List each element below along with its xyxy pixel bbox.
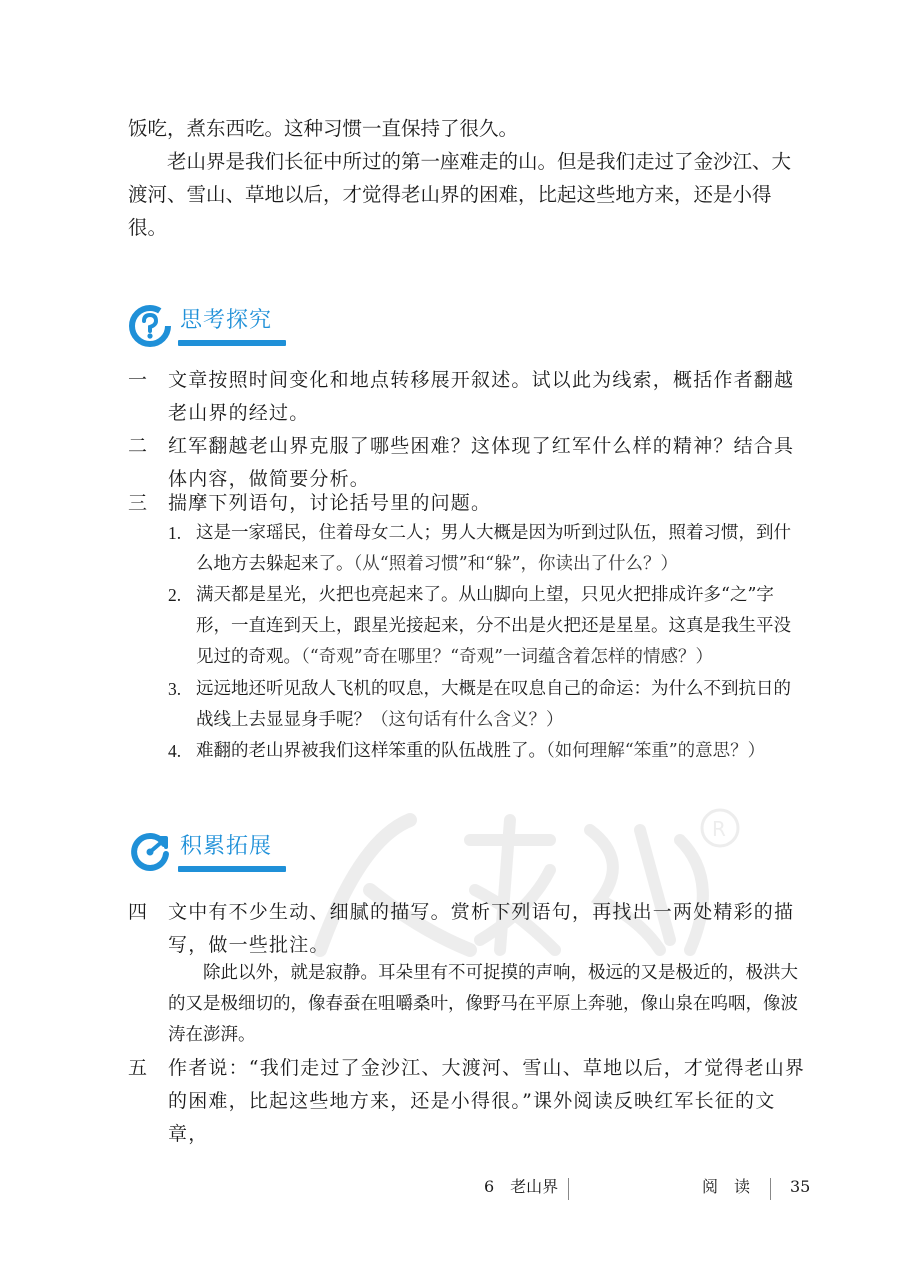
sub-item: [168, 580, 808, 673]
question-text: 揣摩下列语句，讨论括号里的问题。: [168, 492, 492, 514]
sub-item-hint: （“奇观”奇在哪里？“奇观”一词蕴含着怎样的情感？）: [301, 647, 714, 667]
footer-unit-label: 阅 读: [702, 1177, 751, 1196]
sub-item-text: 满天都是星光，火把也亮起来了。从山脚向上望，只见火把排成许多“之”字形，一直连到天上，跟星光接起来，分不出是火把还是星星。这真是我生平没见过的奇观。: [196, 585, 791, 667]
sub-item: [168, 736, 808, 767]
question-number: 一: [128, 369, 148, 391]
sub-item: [168, 674, 808, 736]
question-item: [128, 487, 810, 520]
footer-divider: [568, 1178, 569, 1200]
paragraph-laoshanjie: 老山界是我们长征中所过的第一座难走的山。但是我们走过了金沙江、大渡河、雪山、草地以后，才觉得老山界的困难，比起这些地方来，还是小得很。: [128, 150, 792, 239]
sub-item-hint: （如何理解“笨重”的意思？）: [546, 741, 766, 761]
question-item: [128, 364, 810, 430]
quoted-passage: 除此以外，就是寂静。耳朵里有不可捉摸的声响，极远的又是极近的，极洪大的又是极细切的，像春蚕在咀嚼桑叶，像野马在平原上奔驰，像山泉在呜咽，像波涛在澎湃。: [168, 963, 798, 1045]
section-title: 思考探究: [180, 308, 273, 333]
question-icon: [128, 304, 172, 348]
sub-item-hint: （从“照着习惯”和“躲”，你读出了什么？）: [353, 554, 679, 574]
sub-item-hint: （这句话有什么含义？）: [371, 710, 564, 730]
sub-item-number: 3.: [168, 679, 182, 699]
question-number: 三: [128, 492, 148, 514]
question-text: 作者说：“我们走过了金沙江、大渡河、雪山、草地以后，才觉得老山界的困难，比起这些地方来，还是小得很。”课外阅读反映红军长征的文章，: [168, 1057, 806, 1145]
paragraph-continued: 饭吃，煮东西吃。这种习惯一直保持了很久。: [128, 117, 519, 140]
question-text: 文章按照时间变化和地点转移展开叙述。试以此为线索，概括作者翻越老山界的经过。: [168, 369, 795, 424]
sub-item: [168, 518, 808, 580]
footer-divider: [770, 1178, 771, 1200]
sub-item-number: 1.: [168, 523, 182, 543]
sub-item-text: 难翻的老山界被我们这样笨重的队伍战胜了。: [196, 741, 546, 761]
sub-item-number: 4.: [168, 741, 182, 761]
question-number: 五: [128, 1057, 148, 1079]
question-text: 红军翻越老山界克服了哪些困难？这体现了红军什么样的精神？结合具体内容，做简要分析。: [168, 435, 795, 490]
question-text: 文中有不少生动、细腻的描写。赏析下列语句，再找出一两处精彩的描写，做一些批注。: [168, 901, 795, 956]
svg-text:R: R: [712, 817, 726, 841]
arrow-refresh-icon: [128, 830, 172, 874]
question-number: 二: [128, 435, 148, 457]
question-item: [128, 896, 810, 962]
sub-item-text: 远远地还听见敌人飞机的叹息，大概是在叹息自己的命运：为什么不到抗日的战线上去显显身手呢？: [196, 679, 791, 730]
page-number: 35: [790, 1177, 811, 1196]
section-header-thinking: [128, 304, 328, 354]
section-header-accumulation: [128, 830, 328, 880]
footer-lesson-title: 6 老山界: [484, 1177, 559, 1196]
title-underline: [178, 340, 286, 346]
title-underline: [178, 866, 286, 872]
question-item: [128, 1052, 810, 1151]
sub-item-text: 这是一家瑶民，住着母女二人；男人大概是因为听到过队伍，照着习惯，到什么地方去躲起来了。: [196, 523, 791, 574]
question-number: 四: [128, 901, 148, 923]
section-title: 积累拓展: [180, 834, 273, 859]
sub-item-number: 2.: [168, 585, 182, 605]
